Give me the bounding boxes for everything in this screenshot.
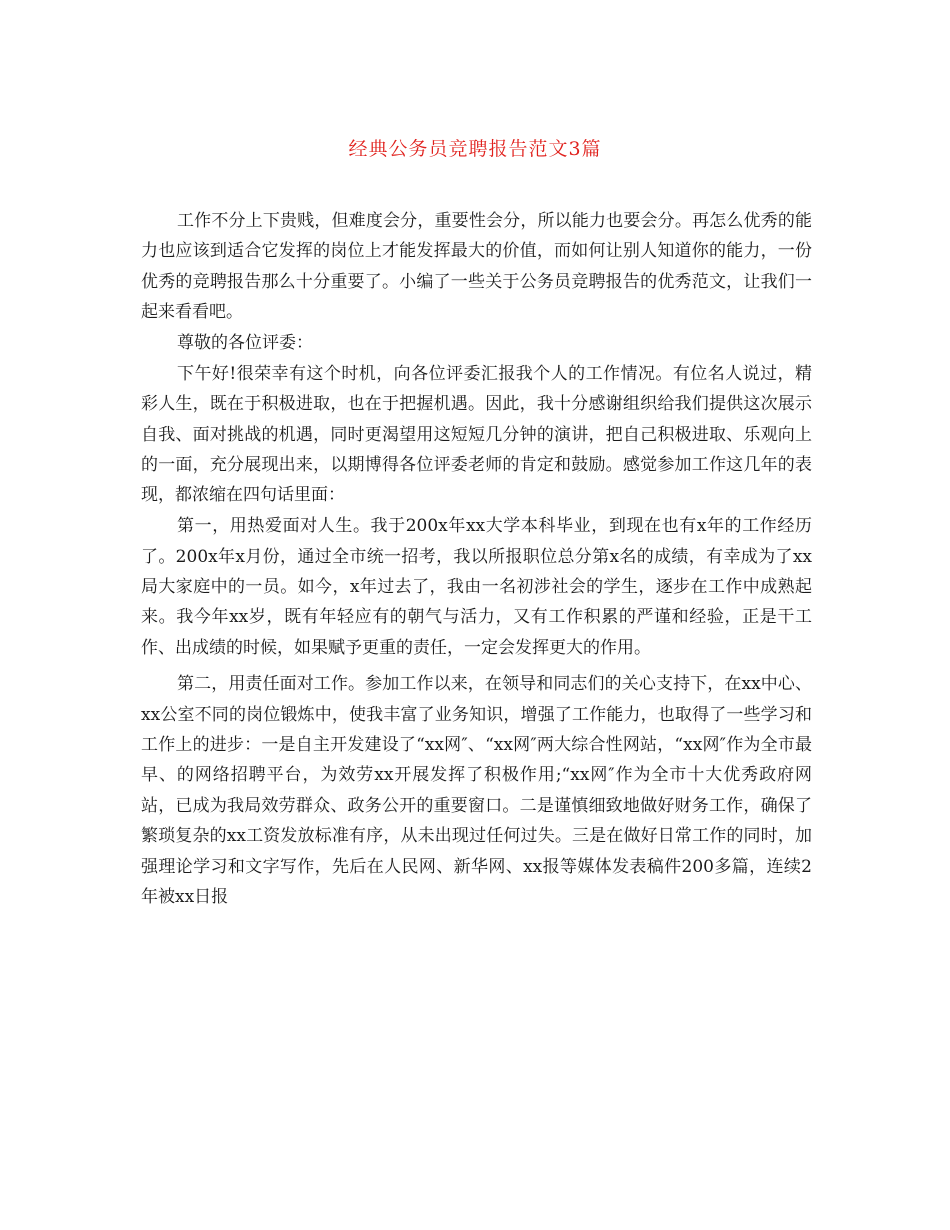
document-body [141,206,812,913]
document-title: 经典公务员竞聘报告范文3篇 [348,138,602,160]
paragraph-intro: 工作不分上下贵贱，但难度会分，重要性会分，所以能力也要会分。再怎么优秀的能力也应该到适合它发挥的岗位上才能发挥最大的价值，而如何让别人知道你的能力，一份优秀的竞聘报告那么十分重要了。小编了一些关于公务员竞聘报告的优秀范文，让我们一起来看看吧。 [141,211,812,323]
paragraph-first-point: 第一，用热爱面对人生。我于200x年xx大学本科毕业，到现在也有x年的工作经历了。200x年x月份，通过全市统一招考，我以所报职位总分第x名的成绩，有幸成为了xx局大家庭中的一员。如今，x年过去了，我由一名初涉社会的学生，逐步在工作中成熟起来。我今年xx岁，既有年轻应有的朝气与活力，又有工作积累的严谨和经验，正是干工作、出成绩的时候，如果赋予更重的责任，一定会发挥更大的作用。 [141,516,812,658]
paragraph-salutation: 尊敬的各位评委： [177,333,313,354]
paragraph-greeting: 下午好!很荣幸有这个时机，向各位评委汇报我个人的工作情况。有位名人说过，精彩人生，既在于积极进取，也在于把握机遇。因此，我十分感谢组织给我们提供这次展示自我、面对挑战的机遇，同时更渴望用这短短几分钟的演讲，把自己积极进取、乐观向上的一面，充分展现出来，以期博得各位评委老师的肯定和鼓励。感觉参加工作这几年的表现，都浓缩在四句话里面： [141,363,812,506]
paragraph-second-point: 第二，用责任面对工作。参加工作以来，在领导和同志们的关心支持下，在xx中心、xx公室不同的岗位锻炼中，使我丰富了业务知识，增强了工作能力，也取得了一些学习和工作上的进步：一是自主开发建设了“xx网″、“xx网″两大综合性网站，“xx网″作为全市最早、的网络招聘平台，为效劳xx开展发挥了积极作用;“xx网″作为全市十大优秀政府网站，已成为我局效劳群众、政务公开的重要窗口。二是谨慎细致地做好财务工作，确保了繁琐复杂的xx工资发放标准有序，从未出现过任何过失。三是在做好日常工作的同时，加强理论学习和文字写作，先后在人民网、新华网、xx报等媒体发表稿件200多篇，连续2年被xx日报 [141,674,812,908]
